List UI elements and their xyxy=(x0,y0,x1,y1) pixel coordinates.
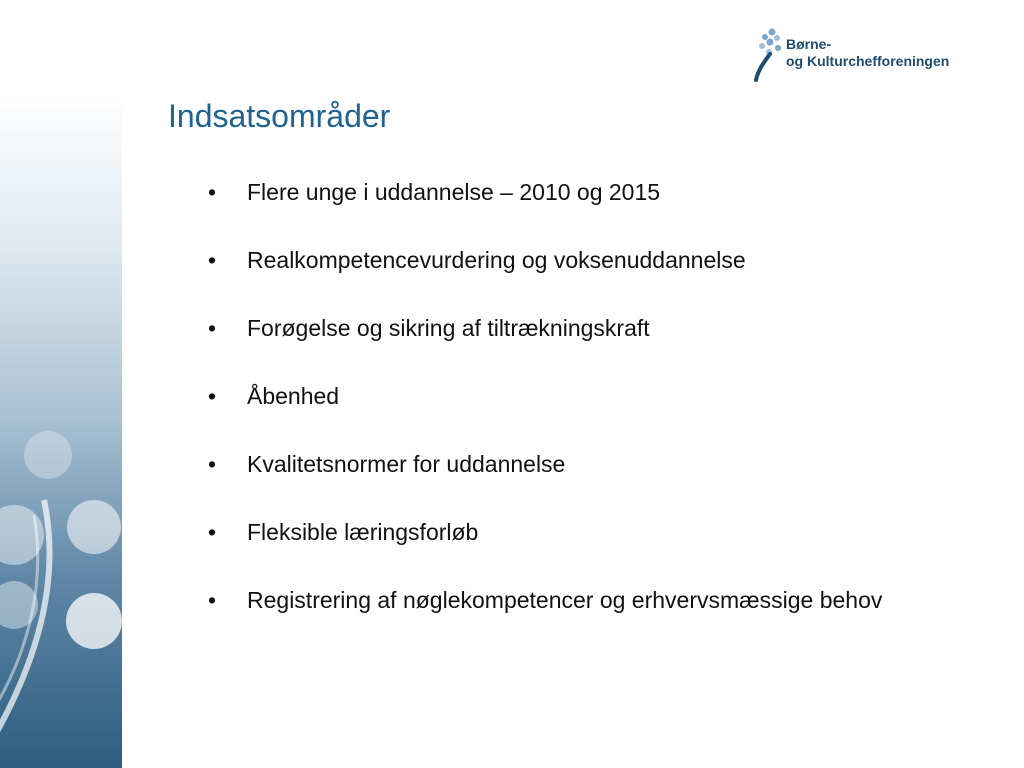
sidebar-decoration xyxy=(0,95,122,768)
bullet-item xyxy=(208,316,968,340)
slide-title: Indsatsområder xyxy=(168,98,391,134)
bullet-text: Forøgelse og sikring af tiltrækningskraft xyxy=(247,315,650,341)
bullet-dot: • xyxy=(208,451,217,477)
logo-line-1: Børne- xyxy=(786,36,832,52)
bullet-item xyxy=(208,384,968,408)
bullet-item xyxy=(208,248,968,272)
organization-logo xyxy=(752,26,962,84)
bullet-item xyxy=(208,520,968,544)
bullet-dot: • xyxy=(208,519,217,545)
bullet-text: Kvalitetsnormer for uddannelse xyxy=(247,451,566,477)
bullet-item xyxy=(208,180,968,204)
bullet-item xyxy=(208,452,968,476)
bullet-dot: • xyxy=(208,587,217,613)
bullet-dot: • xyxy=(208,383,217,409)
bullet-text: Flere unge i uddannelse – 2010 og 2015 xyxy=(247,179,661,205)
bullet-text: Registrering af nøglekompetencer og erhvervsmæssige behov xyxy=(247,587,883,613)
bullet-dot: • xyxy=(208,247,217,273)
bullet-dot: • xyxy=(208,315,217,341)
bullet-text: Realkompetencevurdering og voksenuddannelse xyxy=(247,247,746,273)
bullet-text: Åbenhed xyxy=(247,383,340,409)
bullet-item xyxy=(208,588,968,612)
bullet-dot: • xyxy=(208,179,217,205)
logo-line-2: og Kulturchefforeningen xyxy=(786,53,950,69)
decorative-sidebar xyxy=(0,95,122,768)
bullet-text: Fleksible læringsforløb xyxy=(247,519,479,545)
logo-text xyxy=(786,36,949,70)
logo-mark-icon xyxy=(752,26,786,84)
bullet-list xyxy=(208,180,968,656)
